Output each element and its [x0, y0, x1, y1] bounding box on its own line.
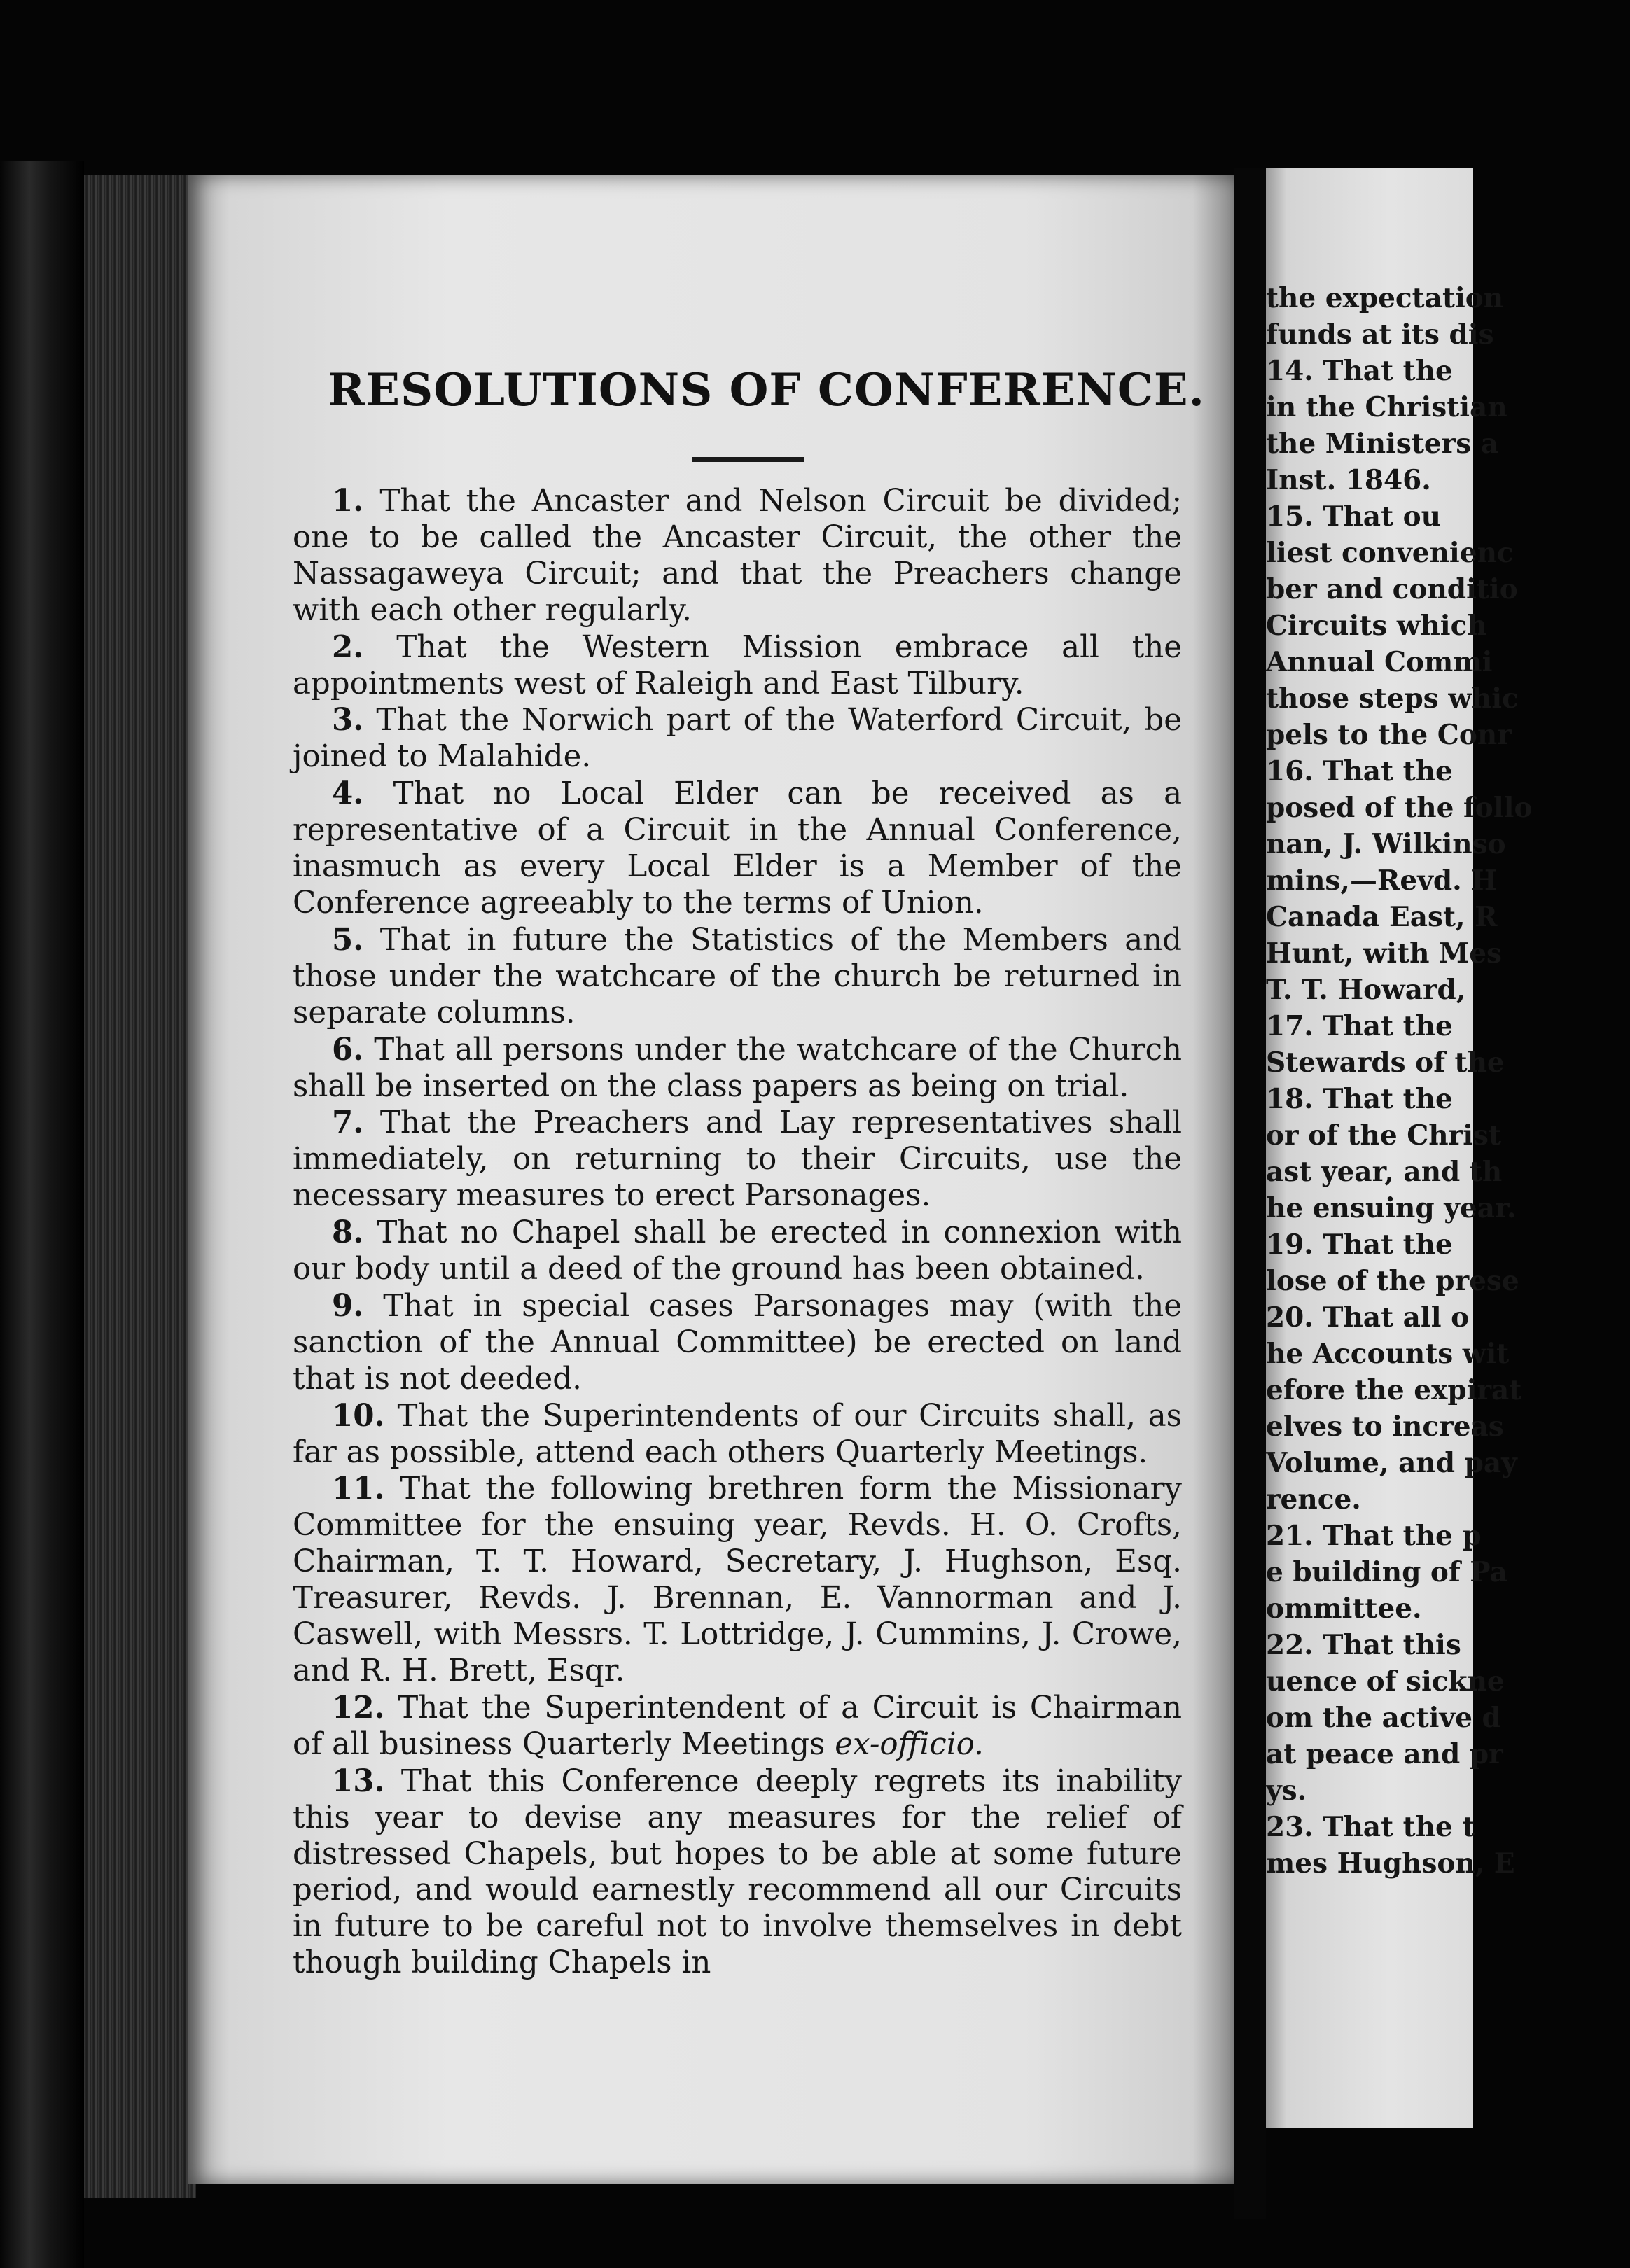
right-page-line: Canada East, R: [1266, 901, 1498, 933]
right-page-line: 15. That ou: [1266, 500, 1442, 533]
right-page-line: the Ministers a: [1266, 428, 1499, 460]
resolution-1: 1. That the Ancaster and Nelson Circuit be divided; one to be called the Ancaster Circuit, the other the Nassagaweya Circuit; and that the Preachers change with each other regularly.: [293, 483, 1182, 628]
right-page-line: om the active d: [1266, 1702, 1501, 1734]
right-page-line: 16. That the: [1266, 755, 1453, 788]
right-page-line: Hunt, with Mes: [1266, 937, 1503, 969]
right-page-line: pels to the Conr: [1266, 719, 1512, 751]
heading-rule: [692, 457, 804, 462]
resolution-9: 9. That in special cases Parsonages may (with the sanction of the Annual Committee) be erected on land that is not deeded.: [293, 1287, 1183, 1396]
right-page-line: posed of the follo: [1266, 792, 1533, 824]
book-spine: [0, 161, 84, 2268]
right-page-line: 20. That all o: [1266, 1301, 1470, 1334]
right-page-line: 23. That the t: [1266, 1811, 1475, 1843]
right-page-line: those steps whic: [1266, 682, 1519, 715]
right-page-line: Volume, and pay: [1266, 1447, 1517, 1479]
right-page-line: 22. That this: [1266, 1629, 1461, 1661]
right-page-line: ommittee.: [1266, 1592, 1422, 1625]
right-page-line: e building of Pa: [1266, 1556, 1507, 1588]
resolution-4: 4. That no Local Elder can be received as a representative of a Circuit in the Annual Conference, inasmuch as every Local Elder is a Member of the Conference agreeably to the terms of Union.: [293, 776, 1183, 920]
right-page-line: Circuits which: [1266, 610, 1487, 642]
right-page-line: 14. That the: [1266, 355, 1453, 387]
right-page-line: at peace and pr: [1266, 1738, 1503, 1770]
resolutions-list: [293, 483, 1182, 1982]
page-edges: [84, 175, 196, 2198]
left-page: [188, 175, 1234, 2184]
right-page-line: mes Hughson, E: [1266, 1847, 1515, 1879]
page-gutter: [1234, 168, 1266, 2219]
resolution-11: 11. That the following brethren form the Missionary Committee for the ensuing year, Revds. H. O. Crofts, Chairman, T. T. Howard, Secretary, J. Hughson, Esq. Treasurer, Revds. J. Brennan, E. Vannorman and J. Caswell, with Messrs. T. Lottridge, J. Cummins, J. Crowe, and R. H. Brett, Esqr.: [293, 1471, 1182, 1688]
page-heading: RESOLUTIONS OF CONFERENCE.: [328, 364, 1205, 416]
right-page-line: rence.: [1266, 1483, 1361, 1516]
right-page-line: ys.: [1266, 1774, 1307, 1807]
right-page-line: the expectation: [1266, 282, 1504, 314]
right-page-line: efore the expirat: [1266, 1374, 1522, 1406]
right-page-line: he Accounts wit: [1266, 1338, 1510, 1370]
right-page-line: in the Christian: [1266, 391, 1507, 424]
resolution-6: 6. That all persons under the watchcare of the Church shall be inserted on the class papers as being on trial.: [293, 1031, 1183, 1104]
right-page-line: funds at its dis: [1266, 318, 1494, 351]
right-page-line: ber and conditio: [1266, 573, 1518, 606]
resolution-12: 12. That the Superintendent of a Circuit is Chairman of all business Quarterly Meetings ex-officio.: [293, 1689, 1183, 1762]
right-page-line: T. T. Howard,: [1266, 974, 1466, 1006]
right-page-line: 21. That the p: [1266, 1520, 1482, 1552]
right-page-line: 18. That the: [1266, 1083, 1453, 1115]
resolution-10: 10. That the Superintendents of our Circuits shall, as far as possible, attend each others Quarterly Meetings.: [293, 1397, 1183, 1470]
right-page-line: or of the Christ: [1266, 1119, 1501, 1152]
resolution-8: 8. That no Chapel shall be erected in connexion with our body until a deed of the ground has been obtained.: [293, 1214, 1183, 1287]
right-page-line: lose of the prese: [1266, 1265, 1519, 1297]
right-page-line: uence of sickne: [1266, 1665, 1505, 1698]
right-page-fragment: [1266, 168, 1533, 2128]
right-page-line: Annual Commi: [1266, 646, 1493, 678]
right-page-line: ast year, and th: [1266, 1156, 1503, 1188]
right-page-line: 19. That the: [1266, 1228, 1453, 1261]
right-page-line: Stewards of the: [1266, 1046, 1505, 1079]
right-page-line: mins,—Revd. H: [1266, 864, 1498, 897]
resolution-2: 2. That the Western Mission embrace all the appointments west of Raleigh and East Tilbury.: [293, 629, 1182, 701]
right-page-line: liest convenienc: [1266, 537, 1514, 569]
right-page-line: nan, J. Wilkinso: [1266, 828, 1506, 860]
resolution-13: 13. That this Conference deeply regrets its inability this year to devise any measures for the relief of distressed Chapels, but hopes to be able at some future period, and would earnestly recommend all our Circuits in future to be careful not to involve themselves in debt though building Chapels in: [293, 1763, 1182, 1981]
right-page-line: elves to increas: [1266, 1410, 1504, 1443]
resolution-5: 5. That in future the Statistics of the Members and those under the watchcare of the church be returned in separate columns.: [293, 921, 1182, 1030]
right-page-line: he ensuing year.: [1266, 1192, 1517, 1224]
resolution-7: 7. That the Preachers and Lay representatives shall immediately, on returning to their Circuits, use the necessary measures to erect Parsonages.: [293, 1105, 1182, 1214]
right-page-line: 17. That the: [1266, 1010, 1453, 1042]
resolution-3: 3. That the Norwich part of the Waterford Circuit, be joined to Malahide.: [293, 702, 1183, 775]
right-page-lines: [1266, 280, 1630, 1882]
right-page-line: Inst. 1846.: [1266, 464, 1431, 496]
